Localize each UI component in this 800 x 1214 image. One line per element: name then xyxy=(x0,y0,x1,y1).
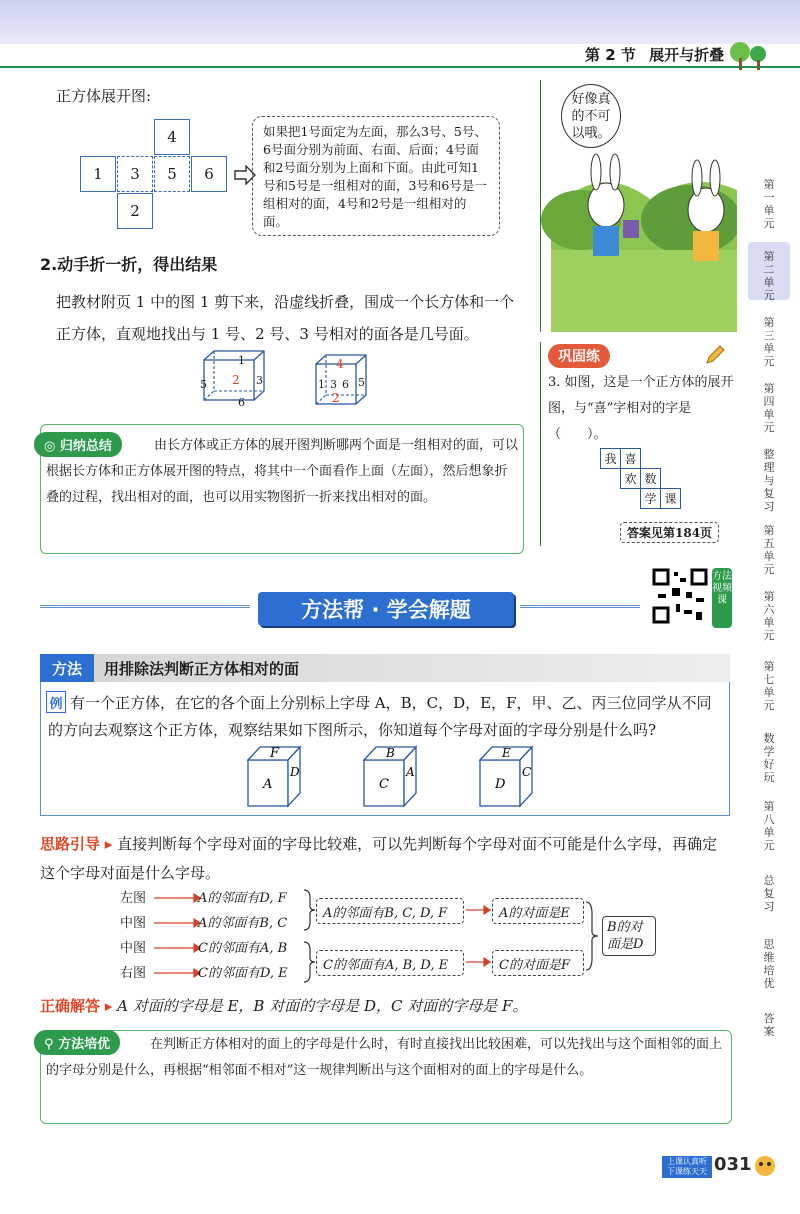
sidebar-item-unit8[interactable]: 第八单元 xyxy=(763,800,775,852)
banner-rule-right xyxy=(520,605,640,616)
section-heading xyxy=(585,44,724,68)
flow-merge-box: C的邻面有A, B, D, E xyxy=(316,950,464,976)
flow-view-label: 中图 xyxy=(120,941,147,956)
comic-panel xyxy=(540,80,737,332)
thinking-text: 直接判断每个字母对面的字母比较难，可以先判断每个字母对面不可能是什么字母，再确定这个字母对面是什么字母。 xyxy=(40,835,718,882)
flow-fact: C的邻面有D, E xyxy=(198,966,288,981)
answer-text: A 对面的字母是 E，B 对面的字母是 D，C 对面的字母是 F。 xyxy=(117,997,528,1015)
cube-face-label: 6 xyxy=(342,378,349,391)
example-mark: 例 xyxy=(46,691,66,713)
sidebar-item-unit5[interactable]: 第五单元 xyxy=(763,524,775,576)
cube-view-right xyxy=(478,744,534,810)
flow-merge-box: A的邻面有B, C, D, F xyxy=(316,898,464,924)
section-2-title: 2.动手折一折，得出结果 xyxy=(40,255,218,274)
cube-front-label: D xyxy=(495,777,506,792)
flow-result-box: A的对面是E xyxy=(492,898,584,924)
cuboid-face-label: 6 xyxy=(238,396,245,408)
flow-view-label: 右图 xyxy=(120,966,147,981)
answer-paragraph: 正确解答 ▸ A 对面的字母是 E，B 对面的字母是 D，C 对面的字母是 F。 xyxy=(40,997,528,1015)
banner-rule-left xyxy=(40,605,250,616)
net-cell: 1 xyxy=(80,156,116,192)
answer-reference[interactable]: 答案见第184页 xyxy=(620,522,719,543)
cube-front-label: C xyxy=(379,777,389,792)
answer-label: 正确解答 xyxy=(40,997,101,1015)
summary-text: 由长方体或正方体的展开图判断哪两个面是一组相对的面，可以根据长方体和正方体展开图的特点，将其中一个面看作上面（左面），然后想象折叠的过程，找出相对的面，也可以用实物图折一折来找出相对的面。 xyxy=(46,438,519,505)
net-cell: 数 xyxy=(640,468,661,489)
flow-view-label: 左图 xyxy=(120,891,147,906)
method-title: 用排除法判断正方体相对的面 xyxy=(104,660,300,678)
cube-front-label: A xyxy=(263,777,273,792)
tip-text: 在判断正方体相对的面上的字母是什么时，有时直接找出比较困难，可以先找出与这个面相邻的面上的字母分别是什么，再根据“相邻面不相对”这一规律判断出与这个面相对的面上的字母是什么。 xyxy=(46,1037,723,1078)
flow-final-box: B的对面是D xyxy=(602,916,656,956)
cuboid-face-label: 1 xyxy=(238,354,245,367)
video-course-tag[interactable]: 方法视频课 xyxy=(712,568,732,628)
net-cell: 4 xyxy=(154,119,190,155)
net-intro-label: 正方体展开图: xyxy=(56,87,152,105)
section-title: 展开与折叠 xyxy=(649,46,725,64)
tree-icon xyxy=(728,38,772,72)
cube-face-label: 3 xyxy=(330,378,337,391)
sidebar-item-unit7[interactable]: 第七单元 xyxy=(763,660,775,712)
cube-top-label: E xyxy=(502,746,511,760)
footer-slogan-top: 上课认真听 xyxy=(667,1157,707,1166)
magnifier-icon: ⚲ xyxy=(44,1037,59,1052)
sidebar-item-unit1[interactable]: 第一单元 xyxy=(763,178,775,230)
cube-view-left xyxy=(246,744,302,810)
sidebar-item-math-fun[interactable]: 数学好玩 xyxy=(763,732,775,784)
sidebar-item-unit2[interactable]: 第二单元 xyxy=(748,242,790,300)
cube-face-label: 1 xyxy=(318,378,325,391)
flow-fact: C的邻面有A, B xyxy=(198,941,288,956)
sidebar-item-review[interactable]: 整理与复习 xyxy=(763,448,775,513)
example-question: 有一个正方体，在它的各个面上分别标上字母 A，B，C，D，E，F，甲、乙、丙三位同学从不同的方向去观察这个正方体，观察结果如下图所示，你知道每个字母对面的字母分别是什么吗? xyxy=(48,694,712,739)
net-cell: 课 xyxy=(660,488,681,509)
cuboid-face-label: 5 xyxy=(200,378,207,391)
thinking-paragraph: 思路引导 ▸ 直接判断每个字母对面的字母比较难，可以先判断每个字母对面不可能是什么字母，再确定这个字母对面是什么字母。 xyxy=(40,835,718,882)
cube-drawing xyxy=(312,352,368,412)
method-tag: 方法 xyxy=(40,654,94,682)
flow-fact: A的邻面有B, C xyxy=(198,916,288,931)
net-cell: 喜 xyxy=(620,448,641,469)
footer-slogan-bottom: 下课练天天 xyxy=(667,1167,707,1176)
flow-facts xyxy=(198,886,288,986)
net-cell: 6 xyxy=(191,156,227,192)
flow-fact: A的邻面有D, F xyxy=(198,891,287,906)
top-band xyxy=(0,0,800,44)
cube-face-label: 2 xyxy=(332,391,340,405)
pencil-icon xyxy=(704,344,726,366)
speech-bubble: 好像真的不可以哦。 xyxy=(561,84,621,148)
target-icon: ◎ xyxy=(44,439,60,454)
cube-net xyxy=(80,118,230,230)
qr-code-icon[interactable] xyxy=(652,568,708,624)
cuboid-drawing xyxy=(200,348,270,408)
section-label: 第 2 节 xyxy=(585,46,636,64)
net-cell: 5 xyxy=(154,156,190,192)
net-cell: 2 xyxy=(117,193,153,229)
cuboid-face-label: 2 xyxy=(232,373,240,387)
cube-side-label: C xyxy=(522,765,532,779)
cube-view-middle xyxy=(362,744,418,810)
practice-question: 3. 如图，这是一个正方体的展开图，与“喜”字相对的字是（ ）。 xyxy=(548,375,734,442)
mascot-icon xyxy=(752,1152,778,1178)
net-cell: 欢 xyxy=(620,468,641,489)
cube-face-label: 4 xyxy=(336,357,344,371)
net-explanation: 如果把1号面定为左面，那么3号、5号、6号面分别为前面、右面、后面；4号面和2号面分别为上面和下面。由此可知1号和5号是一组相对的面，3号和6号是一组相对的面，4号和2号是一组相对的面。 xyxy=(252,116,500,236)
sidebar-item-unit4[interactable]: 第四单元 xyxy=(763,382,775,434)
practice-badge: 巩固练 xyxy=(548,344,610,368)
thinking-label: 思路引导 xyxy=(40,835,101,853)
summary-badge-label: 归纳总结 xyxy=(59,439,112,454)
cube-side-label: D xyxy=(290,765,300,779)
flow-views xyxy=(120,886,146,986)
sidebar-item-unit3[interactable]: 第三单元 xyxy=(763,316,775,368)
page-number: 031 xyxy=(714,1154,752,1175)
practice-net xyxy=(600,448,700,518)
cube-top-label: B xyxy=(386,746,395,760)
cube-face-label: 5 xyxy=(358,376,365,389)
section-2-body: 把教材附页 1 中的图 1 剪下来，沿虚线折叠，围成一个长方体和一个正方体，直观地找出与 1 号、2 号、3 号相对的面各是几号面。 xyxy=(56,293,515,343)
cuboid-face-label: 3 xyxy=(256,374,263,387)
sidebar-item-thinking[interactable]: 思维培优 xyxy=(763,938,775,990)
unit-sidebar xyxy=(748,160,790,1060)
net-cell: 我 xyxy=(600,448,621,469)
cube-top-label: F xyxy=(270,746,280,761)
flow-view-label: 中图 xyxy=(120,916,147,931)
method-banner: 方法帮 · 学会解题 xyxy=(258,592,514,626)
sidebar-item-unit6[interactable]: 第六单元 xyxy=(763,590,775,642)
flow-result-box: C的对面是F xyxy=(492,950,584,976)
cube-side-label: A xyxy=(406,765,415,779)
net-cell: 3 xyxy=(117,156,153,192)
sidebar-item-answers[interactable]: 答案 xyxy=(763,1012,775,1038)
net-cell: 学 xyxy=(640,488,661,509)
tip-badge-label: 方法培优 xyxy=(58,1037,111,1052)
footer-slogan xyxy=(662,1156,712,1178)
sidebar-item-final-review[interactable]: 总复习 xyxy=(763,874,775,913)
